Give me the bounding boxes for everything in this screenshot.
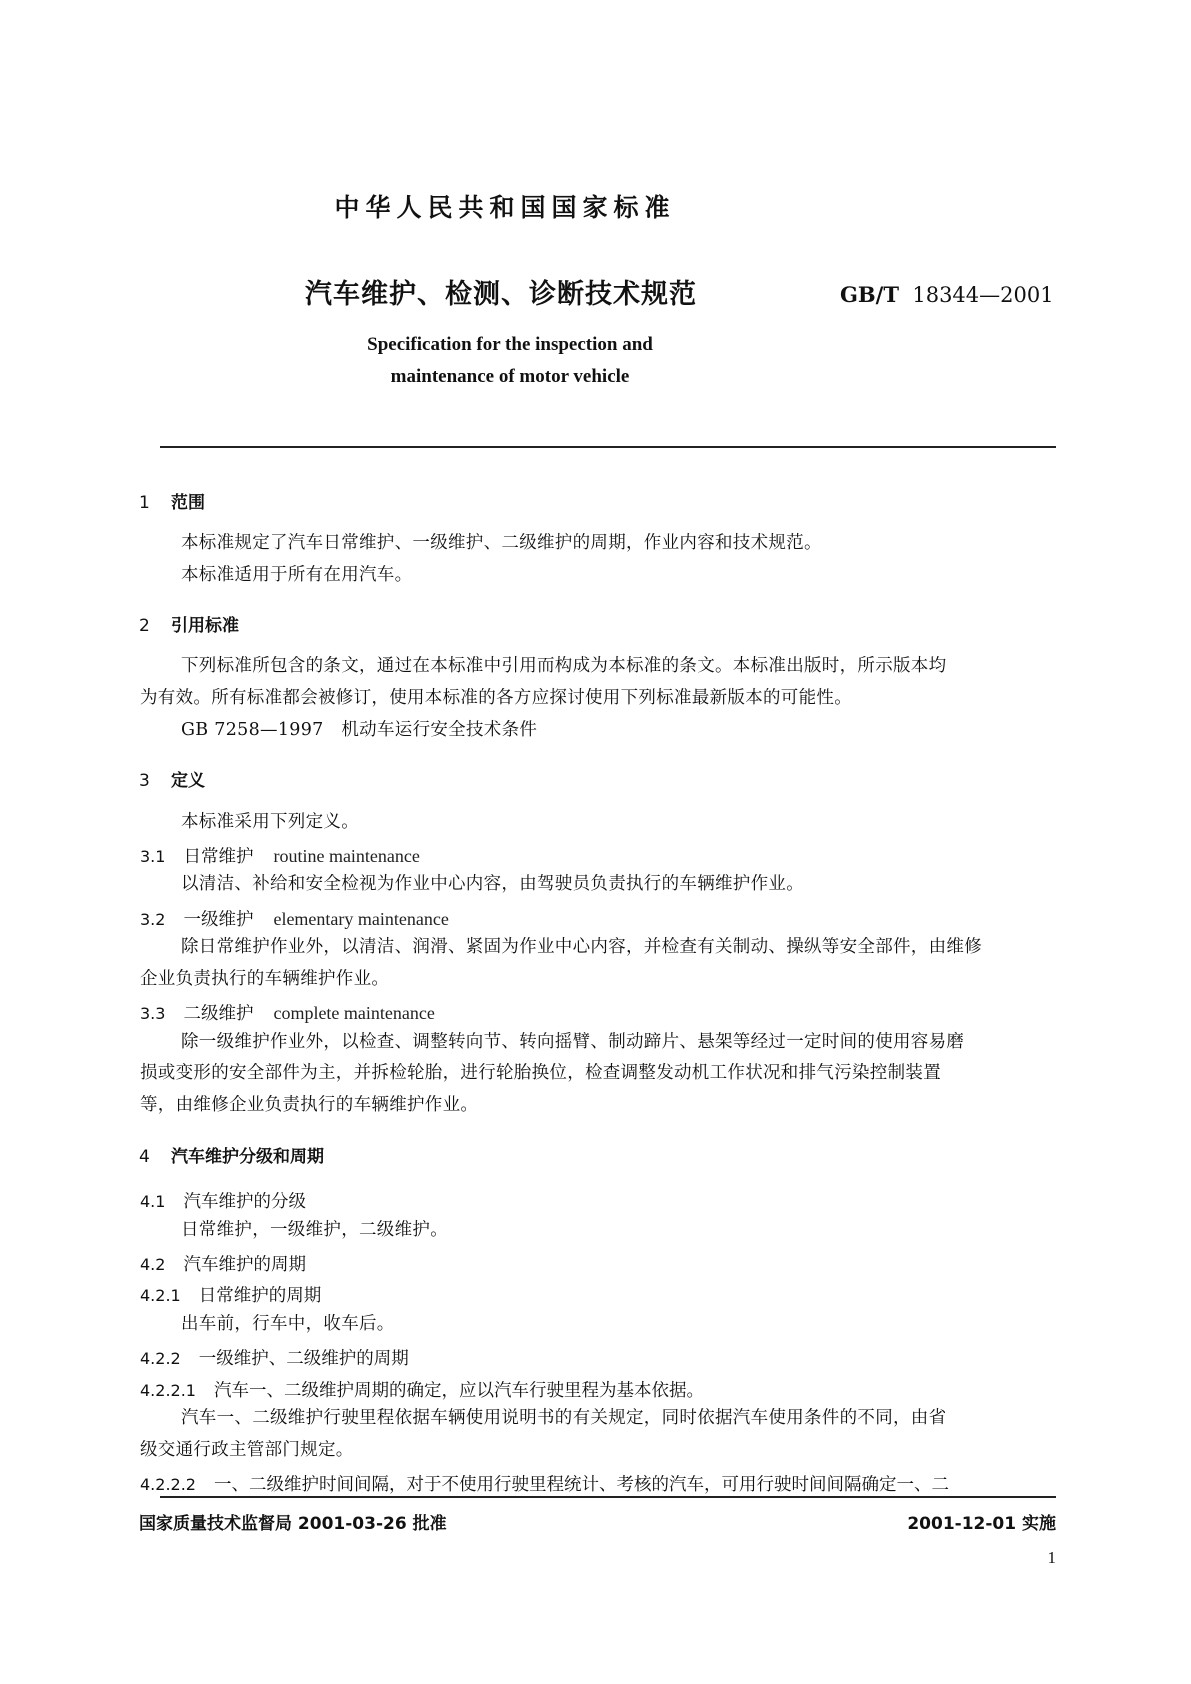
clause xyxy=(140,1377,704,1402)
definition-clause xyxy=(140,843,420,868)
page-number: 1 xyxy=(1047,1548,1056,1567)
paragraph: 本标准适用于所有在用汽车。 xyxy=(181,565,413,585)
paragraph: 汽车一、二级维护行驶里程依据车辆使用说明书的有关规定，同时依据汽车使用条件的不同，由省 xyxy=(181,1408,947,1428)
clause-text: 一、二级维护时间间隔，对于不使用行驶里程统计、考核的汽车，可用行驶时间间隔确定一、二 xyxy=(213,1475,949,1495)
clause-number: 3.3 xyxy=(140,1004,166,1023)
clause-title: 日常维护的周期 xyxy=(198,1286,322,1306)
clause xyxy=(140,1345,409,1370)
section-number: 2 xyxy=(139,616,150,636)
paragraph: 出车前，行车中，收车后。 xyxy=(181,1314,395,1334)
section-number: 1 xyxy=(139,493,150,513)
section-number: 4 xyxy=(139,1147,150,1167)
national-standard-heading: 中华人民共和国国家标准 xyxy=(334,193,676,222)
implementation-date: 2001-12-01 实施 xyxy=(907,1514,1056,1534)
clause-title: 汽车维护的周期 xyxy=(183,1255,306,1275)
paragraph: 除日常维护作业外，以清洁、润滑、紧固为作业中心内容，并检查有关制动、操纵等安全部件，由维修 xyxy=(181,937,982,957)
paragraph: 级交通行政主管部门规定。 xyxy=(140,1440,354,1460)
section-number: 3 xyxy=(139,771,150,791)
paragraph: 除一级维护作业外，以检查、调整转向节、转向摇臂、制动蹄片、悬架等经过一定时间的使用容易磨 xyxy=(181,1032,965,1052)
section-heading-scope xyxy=(139,488,205,513)
clause-term-english: elementary maintenance xyxy=(273,909,449,929)
section-title: 范围 xyxy=(171,493,205,513)
clause xyxy=(140,1188,306,1213)
document-title: 汽车维护、检测、诊断技术规范 xyxy=(305,279,697,310)
clause-number: 4.1 xyxy=(140,1192,166,1211)
clause xyxy=(140,1251,306,1276)
paragraph: 日常维护，一级维护，二级维护。 xyxy=(181,1220,448,1240)
clause-term-english: complete maintenance xyxy=(273,1003,435,1023)
section-title: 定义 xyxy=(171,771,205,791)
reference-item: GB 7258—1997 机动车运行安全技术条件 xyxy=(181,720,538,740)
clause-number: 3.1 xyxy=(140,847,166,866)
clause-term-english: routine maintenance xyxy=(273,846,420,866)
paragraph: 等，由维修企业负责执行的车辆维护作业。 xyxy=(140,1095,479,1115)
definition-clause xyxy=(140,1000,435,1025)
paragraph: 本标准规定了汽车日常维护、一级维护、二级维护的周期，作业内容和技术规范。 xyxy=(181,533,822,553)
standard-number xyxy=(840,282,1054,307)
clause xyxy=(140,1471,949,1496)
definition-clause xyxy=(140,906,449,931)
paragraph: 企业负责执行的车辆维护作业。 xyxy=(140,969,390,989)
clause-number: 4.2.2.2 xyxy=(140,1475,196,1494)
paragraph: 为有效。所有标准都会被修订，使用本标准的各方应探讨使用下列标准最新版本的可能性。 xyxy=(140,688,852,708)
paragraph: 下列标准所包含的条文，通过在本标准中引用而构成为本标准的条文。本标准出版时，所示版本均 xyxy=(181,656,947,676)
clause-number: 3.2 xyxy=(140,910,166,929)
clause-number: 4.2.2 xyxy=(140,1349,181,1368)
clause-number: 4.2 xyxy=(140,1255,166,1274)
paragraph: 损或变形的安全部件为主，并拆检轮胎，进行轮胎换位，检查调整发动机工作状况和排气污染控制装置 xyxy=(140,1063,941,1083)
clause-title: 汽车维护的分级 xyxy=(183,1192,306,1212)
clause-term: 二级维护 xyxy=(183,1004,254,1024)
standard-prefix: GB/T xyxy=(840,282,899,307)
footer-divider xyxy=(160,1496,1056,1498)
paragraph: 以清洁、补给和安全检视为作业中心内容，由驾驶员负责执行的车辆维护作业。 xyxy=(181,874,804,894)
clause-term: 一级维护 xyxy=(183,910,254,930)
section-title: 汽车维护分级和周期 xyxy=(171,1147,324,1167)
section-title: 引用标准 xyxy=(171,616,239,636)
clause xyxy=(140,1282,321,1307)
clause-title: 汽车一、二级维护周期的确定，应以汽车行驶里程为基本依据。 xyxy=(213,1381,704,1401)
clause-term: 日常维护 xyxy=(183,847,254,867)
section-heading-maintenance-levels xyxy=(139,1142,324,1167)
english-title-line1: Specification for the inspection and xyxy=(367,334,653,355)
english-title-line2: maintenance of motor vehicle xyxy=(390,366,630,387)
section-heading-definitions xyxy=(139,766,205,791)
section-heading-references xyxy=(139,611,239,636)
clause-number: 4.2.2.1 xyxy=(140,1381,196,1400)
clause-title: 一级维护、二级维护的周期 xyxy=(198,1349,409,1369)
standard-code: 18344—2001 xyxy=(912,283,1054,307)
clause-number: 4.2.1 xyxy=(140,1286,181,1305)
approval-note: 国家质量技术监督局 2001-03-26 批准 xyxy=(139,1514,447,1534)
header-divider xyxy=(160,446,1056,448)
paragraph: 本标准采用下列定义。 xyxy=(181,812,359,832)
